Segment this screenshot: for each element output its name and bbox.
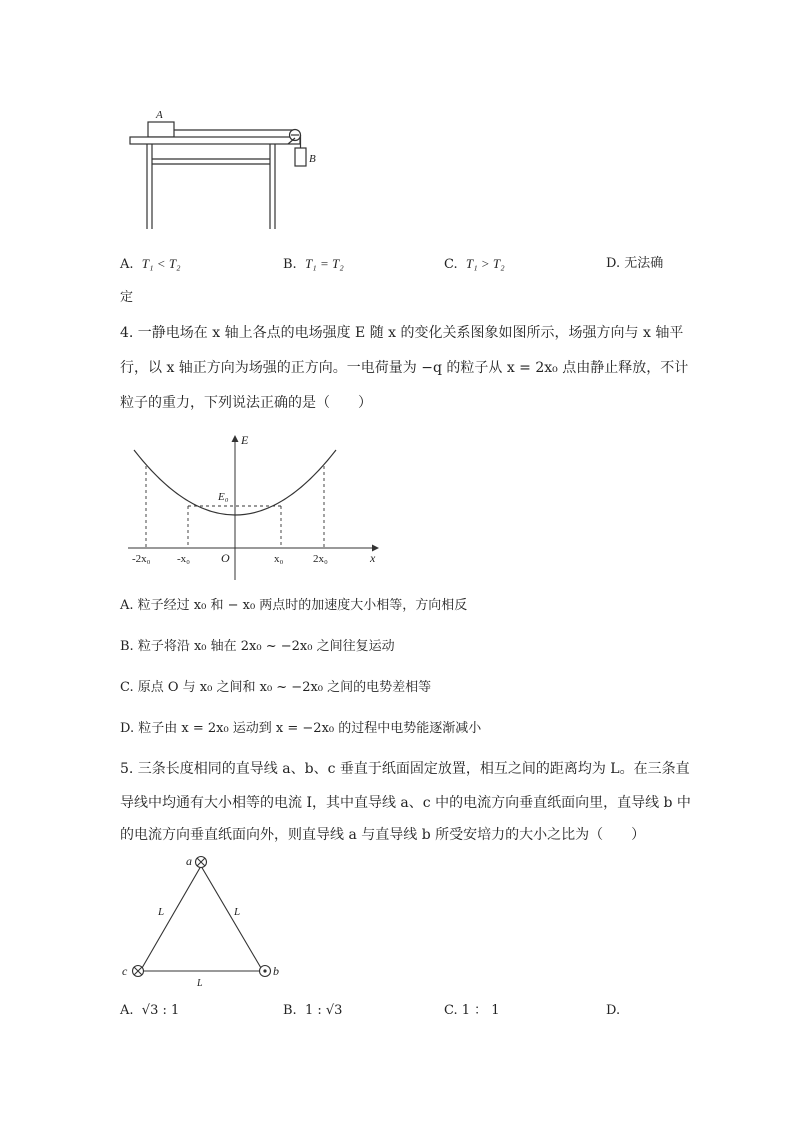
label-wire-b: b — [273, 964, 279, 978]
q3-option-c: C. T₁ > T₂ — [444, 256, 505, 272]
q5-line-3: 的电流方向垂直纸面向外，则直导线 a 与直导线 b 所受安培力的大小之比为（ ） — [120, 827, 646, 843]
tick-2x0: 2x₀ — [313, 553, 328, 565]
table-top — [130, 137, 300, 144]
q3-option-b: B. T₁ = T₂ — [283, 256, 344, 272]
q5-option-d: D. — [606, 1003, 621, 1018]
q3-option-d-wrap: 定 — [120, 290, 134, 305]
label-wire-a: a — [186, 854, 192, 868]
tick-x0: x₀ — [274, 553, 284, 565]
tick-neg-2x0: -2x₀ — [132, 553, 151, 565]
q5-option-a: A. √3 : 1 — [120, 1003, 180, 1018]
table-pulley-figure — [120, 100, 330, 235]
y-axis-label: E — [241, 433, 249, 447]
q4-option-c: C. 原点 O 与 x₀ 之间和 x₀ ~ −2x₀ 之间的电势差相等 — [120, 680, 432, 695]
label-b: B — [309, 153, 316, 165]
x-axis-label: x — [370, 551, 376, 565]
tick-neg-x0: -x₀ — [177, 553, 190, 565]
e0-label: E₀ — [218, 491, 229, 503]
q5-option-c: C. 1 ： 1 — [444, 1003, 500, 1018]
q4-option-d: D. 粒子由 x = 2x₀ 运动到 x = −2x₀ 的过程中电势能逐渐减小 — [120, 721, 482, 736]
q5-line-1: 5. 三条长度相同的直导线 a、b、c 垂直于纸面固定放置，相互之间的距离均为 L。在三条直 — [120, 761, 690, 777]
label-side-bottom: L — [197, 978, 203, 989]
q5-line-2: 导线中均通有大小相等的电流 I，其中直导线 a、c 中的电流方向垂直纸面向里，直导线 b 中 — [120, 795, 691, 811]
label-side-left: L — [158, 906, 165, 918]
block-a — [148, 122, 174, 137]
label-side-right: L — [234, 906, 241, 918]
q5-option-b: B. 1 : √3 — [283, 1003, 343, 1018]
q4-line-3: 粒子的重力，下列说法正确的是（ ） — [120, 395, 372, 411]
q4-option-b: B. 粒子将沿 x₀ 轴在 2x₀ ~ −2x₀ 之间往复运动 — [120, 639, 395, 654]
q4-line-2: 行，以 x 轴正方向为场强的正方向。一电荷量为 −q 的粒子从 x = 2x₀ 点由静止释放，不计 — [120, 360, 689, 376]
block-b — [295, 148, 306, 166]
q3-option-d: D. 无法确 — [606, 256, 664, 271]
label-wire-c: c — [122, 964, 128, 978]
q4-line-1: 4. 一静电场在 x 轴上各点的电场强度 E 随 x 的变化关系图象如图所示，场强方向与 x 轴平 — [120, 325, 684, 341]
label-a: A — [156, 109, 163, 121]
q4-e-x-graph — [120, 428, 390, 588]
q5-triangle-figure — [118, 848, 288, 990]
q3-option-a: A. T₁ < T₂ — [120, 256, 181, 272]
q4-option-a: A. 粒子经过 x₀ 和 − x₀ 两点时的加速度大小相等，方向相反 — [120, 598, 468, 613]
origin-label: O — [221, 551, 230, 565]
